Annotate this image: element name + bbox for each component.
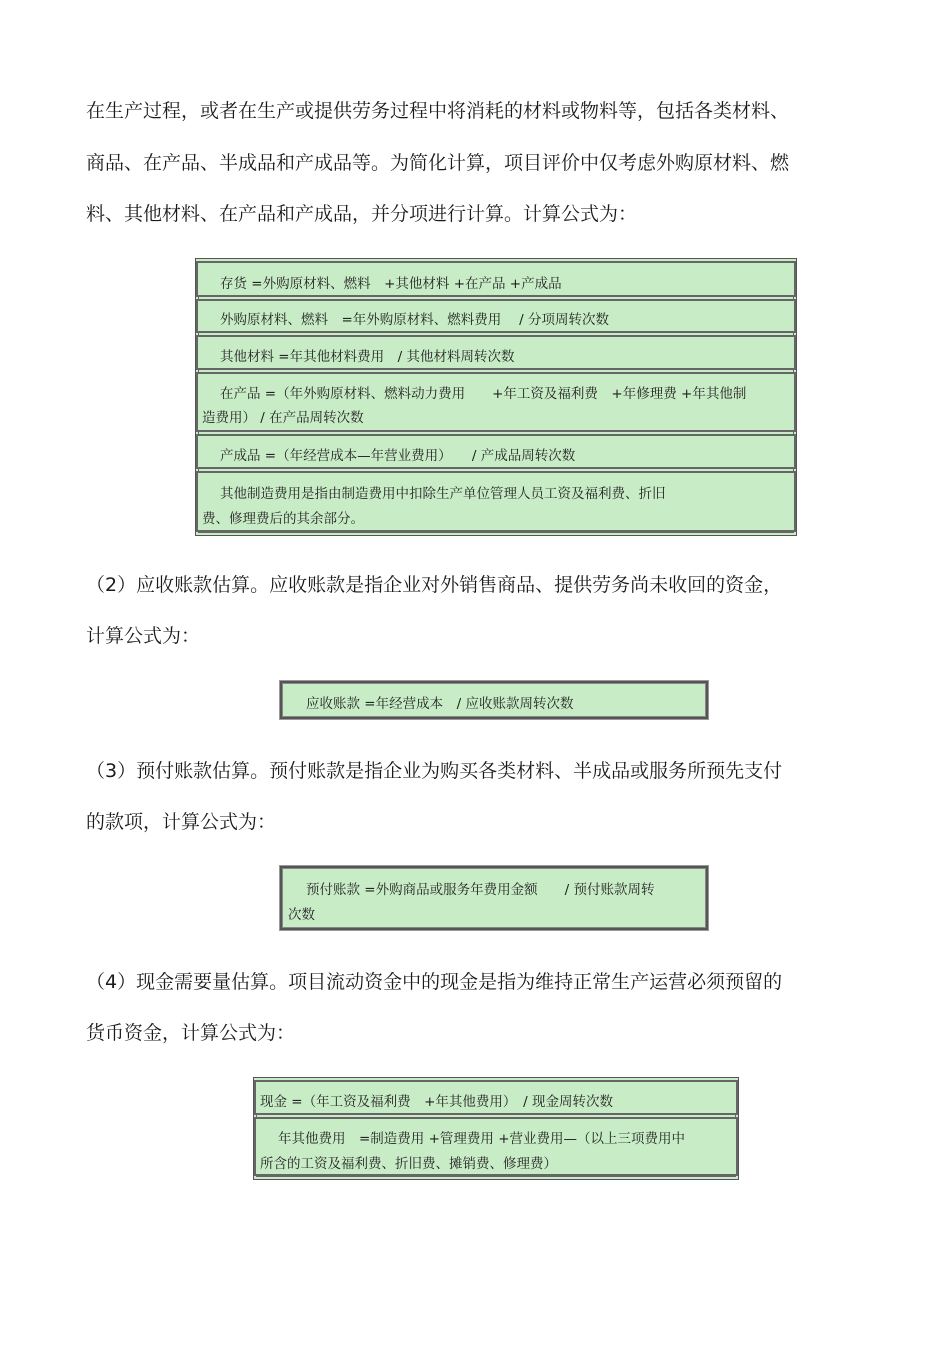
cash-row-1	[254, 1080, 738, 1115]
intro-line-3: 料、其他材料、在产品和产成品，并分项进行计算。计算公式为：	[86, 203, 638, 225]
cash-formula-box	[253, 1077, 739, 1180]
other-overhead-note-line-2: 费、修理费后的其余部分。	[202, 511, 364, 527]
intro-line-1: 在生产过程，或者在生产或提供劳务过程中将消耗的材料或物料等，包括各类材料、	[86, 100, 790, 122]
prepaid-line-1: （3）预付账款估算。预付账款是指企业为购买各类材料、半成品或服务所预先支付	[86, 760, 783, 782]
receivable-formula: 应收账款 =年经营成本 / 应收账款周转次数	[306, 696, 574, 712]
prepaid-formula-line-2: 次数	[288, 907, 315, 923]
receivable-line-2: 计算公式为：	[86, 625, 201, 647]
raw-material-formula: 外购原材料、燃料 =年外购原材料、燃料费用 / 分项周转次数	[220, 312, 609, 328]
other-expense-formula-line-1: 年其他费用 =制造费用 +管理费用 +营业费用—（以上三项费用中	[278, 1131, 686, 1147]
inventory-row-3	[196, 335, 796, 370]
cash-line-2: 货币资金，计算公式为：	[86, 1022, 296, 1044]
prepaid-formula-box	[280, 866, 708, 930]
inventory-row-1	[196, 261, 796, 297]
inventory-row-5	[196, 434, 796, 469]
inventory-row-4	[196, 372, 796, 432]
inventory-row-2	[196, 299, 796, 333]
wip-formula-line-1: 在产品 =（年外购原材料、燃料动力费用 +年工资及福利费 +年修理费 +年其他制	[220, 386, 747, 402]
cash-line-1: （4）现金需要量估算。项目流动资金中的现金是指为维持正常生产运营必须预留的	[86, 971, 783, 993]
prepaid-formula-line-1: 预付账款 =外购商品或服务年费用金额 / 预付账款周转	[306, 882, 655, 898]
intro-line-2: 商品、在产品、半成品和产成品等。为简化计算，项目评价中仅考虑外购原材料、燃	[86, 152, 790, 174]
prepaid-line-2: 的款项，计算公式为：	[86, 811, 277, 833]
receivable-formula-box	[280, 681, 708, 719]
other-material-formula: 其他材料 =年其他材料费用 / 其他材料周转次数	[220, 349, 515, 365]
other-expense-formula-line-2: 所含的工资及福利费、折旧费、摊销费、修理费）	[260, 1156, 557, 1172]
cash-formula: 现金 =（年工资及福利费 +年其他费用） / 现金周转次数	[260, 1094, 614, 1110]
cash-row-2	[254, 1117, 738, 1176]
receivable-line-1: （2）应收账款估算。应收账款是指企业对外销售商品、提供劳务尚未收回的资金，	[86, 574, 783, 596]
inventory-formula: 存货 =外购原材料、燃料 +其他材料 +在产品 +产成品	[220, 276, 562, 292]
finished-goods-formula: 产成品 =（年经营成本—年营业费用） / 产成品周转次数	[220, 448, 576, 464]
wip-formula-line-2: 造费用） / 在产品周转次数	[202, 410, 364, 426]
other-overhead-note-line-1: 其他制造费用是指由制造费用中扣除生产单位管理人员工资及福利费、折旧	[220, 486, 666, 502]
inventory-row-6	[196, 471, 796, 532]
inventory-formula-box	[195, 258, 797, 536]
